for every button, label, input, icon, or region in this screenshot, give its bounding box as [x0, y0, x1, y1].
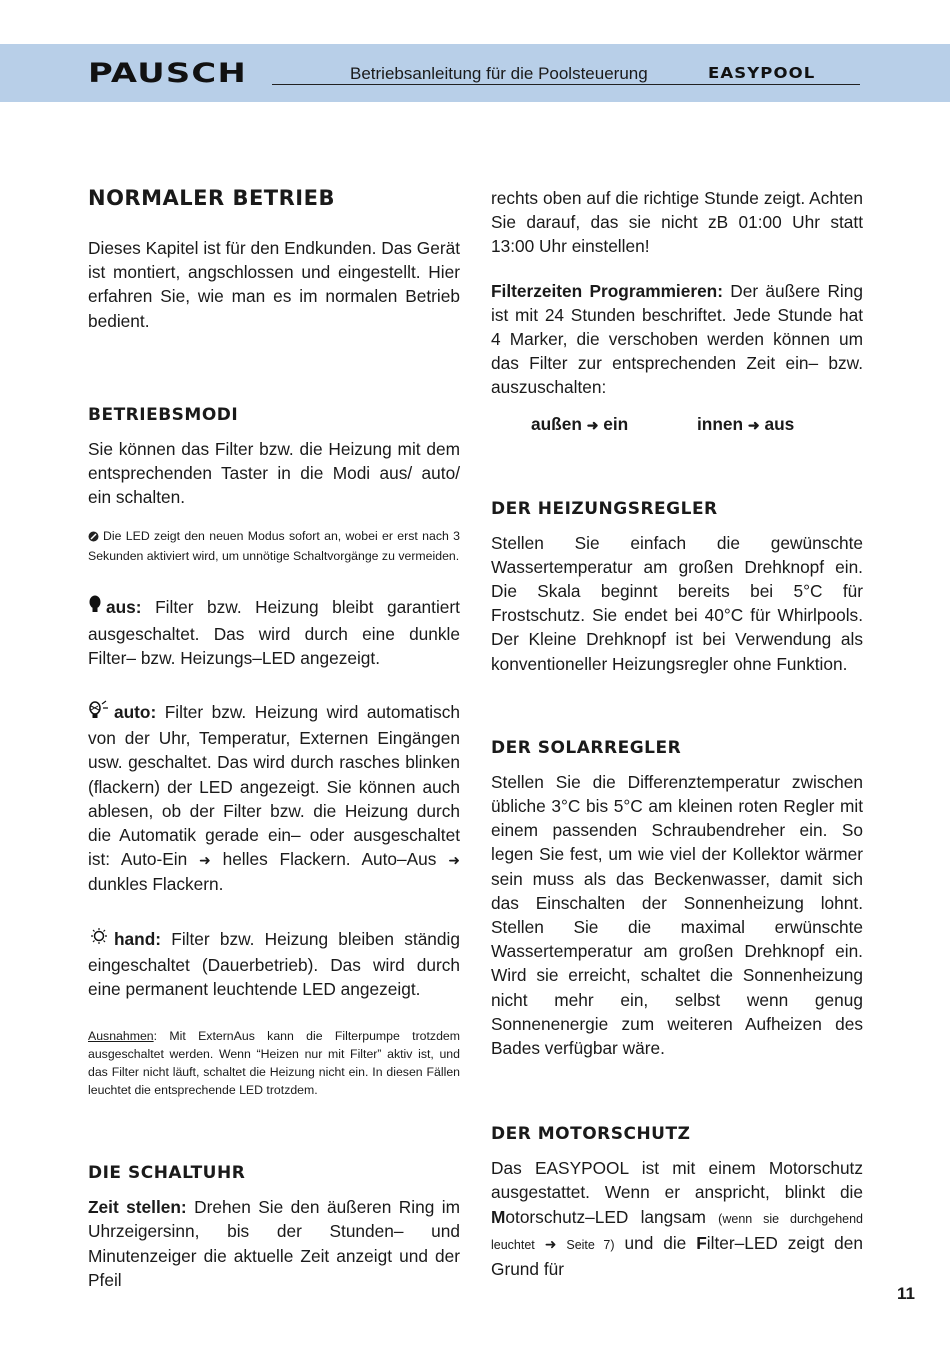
motor-paragraph — [491, 1156, 863, 1281]
led-note — [88, 527, 460, 565]
section-title-schaltuhr: DIE SCHALTUHR — [88, 1163, 246, 1184]
left-column — [88, 186, 460, 1292]
right-column — [491, 186, 863, 1281]
motor-text-4: ilter–LED zeigt den Grund für — [491, 1232, 863, 1280]
section-title-modi: BETRIEBSMODI — [88, 404, 239, 425]
motor-text-2: otorschutz–LED langsam — [505, 1206, 706, 1227]
bulb-flicker-icon — [88, 700, 110, 726]
motor-m: M — [491, 1206, 506, 1227]
filter-label: Filterzeiten Programmieren: — [491, 280, 723, 301]
header-product-name: EASYPOOL — [708, 64, 816, 82]
modi-paragraph: Sie können das Filter bzw. die Heizung mit dem entsprechenden Taster in die Modi aus/ auto/ ein schalten. — [88, 438, 460, 508]
rule-inner-value: aus — [764, 413, 795, 434]
section-title-normal: NORMALER BETRIEB — [88, 186, 335, 210]
motor-text-1: Das EASYPOOL ist mit einem Motorschutz ausgestattet. Wenn er anspricht, blinkt die — [491, 1158, 863, 1203]
filter-text: Der äußere Ring ist mit 24 Stunden beschriftet. Jede Stunde hat 4 Marker, die verschoben werden können um das Filter zur entsprechenden Zeit ein– bzw. auszuschalten: — [491, 280, 863, 398]
section-title-solar: DER SOLARREGLER — [491, 737, 682, 758]
filter-paragraph — [491, 279, 863, 400]
rule-inner — [697, 414, 863, 435]
heizung-paragraph: Stellen Sie einfach die gewünschte Wassertemperatur am großen Drehknopf ein. Die Skala beginnt bereits bei 5°C für Frostschutz. Sie endet bei 40°C für Whirlpools. Der Kleine Drehknopf ist bei Verwendung als konventioneller Heizungsregler ohne Funktion. — [491, 532, 863, 674]
brand-logo: PAUSCH — [88, 58, 247, 89]
ausnahmen-text: : Mit ExternAus kann die Filterpumpe trotzdem ausgeschaltet werden. Wenn “Heizen nur mit Filter” aktiv ist, und das Filter nicht läuft, schaltet die Heizung nicht ein. In diesen Fällen leuchtet die entsprechende LED trotzdem. — [88, 1029, 460, 1098]
motor-f: F — [696, 1232, 707, 1253]
hand-label: hand: — [114, 928, 162, 949]
aus-label: aus: — [106, 597, 142, 618]
normal-paragraph: Dieses Kapitel ist für den Endkunden. Das Gerät ist montiert, angschlossen und eingestellt. Hier erfahren Sie, wie man es im normalen Betrieb bedient. — [88, 238, 460, 331]
auto-off-prefix: Auto–Aus — [361, 849, 437, 870]
section-title-heizung: DER HEIZUNGSREGLER — [491, 498, 718, 519]
auto-label: auto: — [114, 702, 157, 723]
page-header — [0, 44, 950, 102]
header-rule — [272, 84, 860, 85]
auto-on-text: helles Flackern. — [222, 849, 351, 870]
aus-paragraph — [88, 595, 460, 670]
arrow-icon: ➜ — [448, 852, 460, 869]
auto-text: Filter bzw. Heizung wird automatisch von der Uhr, Temperatur, Externen Eingängen usw. geschaltet. Das wird durch rasches blinken (flackern) der LED angezeigt. Sie können auch ablesen, ob der Filter bzw. die Heizung durch die Automatik gerade ein– oder ausgeschaltet ist: Auto-Ein — [88, 702, 460, 870]
rule-outer-value: ein — [603, 413, 629, 434]
rule-inner-label: innen — [697, 413, 744, 434]
rule-outer-label: außen — [531, 413, 582, 434]
zeit-paragraph — [88, 1195, 460, 1292]
note-icon — [88, 529, 99, 547]
marker-rules — [491, 414, 863, 435]
zeit-text: Drehen Sie den äußeren Ring im Uhrzeigersinn, bis der Stunden– und Minutenzeiger die aktuelle Zeit anzeigt und der Pfeil — [88, 1197, 460, 1290]
arrow-icon: ➜ — [544, 1235, 557, 1252]
led-note-text: Die LED zeigt den neuen Modus sofort an, wobei er erst nach 3 Sekunden aktiviert wird, um unnötige Schaltvorgänge zu vermeiden. — [88, 529, 460, 564]
bulb-off-icon — [88, 595, 102, 621]
aus-text: Filter bzw. Heizung bleibt garantiert ausgeschaltet. Das wird durch eine dunkle Filter– bzw. Heizungs–LED angezeigt. — [88, 597, 460, 668]
cont-paragraph: rechts oben auf die richtige Stunde zeigt. Achten Sie darauf, das sie nicht zB 01:00 Uhr statt 13:00 Uhr einstellen! — [491, 188, 863, 257]
zeit-label: Zeit stellen: — [88, 1197, 187, 1218]
hand-paragraph — [88, 927, 460, 1002]
auto-paragraph — [88, 700, 460, 897]
auto-off-text: dunkles Flackern. — [88, 874, 224, 895]
bulb-on-icon — [88, 927, 110, 953]
ausnahmen-note — [88, 1027, 460, 1099]
solar-paragraph: Stellen Sie die Differenztemperatur zwischen übliche 3°C bis 5°C am kleinen roten Regler mit einem passenden Schraubendreher ein. So legen Sie fest, um wie viel der Kollektor wärmer sein muss als das Beckenwasser, damit sich das Einschalten der Sonnenheizung lohnt. Stellen Sie die maximal erwünschte Wassertemperatur am großen Drehknopf ein. Wird sie erreicht, schaltet die Sonnenheizung nicht mehr ein, selbst wenn genug Sonnenenergie zum weiteren Aufheizen des Bades verfügbar wäre. — [491, 771, 863, 1059]
motor-small-2: Seite 7) — [566, 1237, 615, 1252]
arrow-icon: ➜ — [586, 416, 599, 433]
motor-text-3: und die — [624, 1232, 687, 1253]
motor-small-1: (wenn sie durchgehend leuchtet — [491, 1211, 863, 1252]
header-subtitle: Betriebsanleitung für die Poolsteuerung — [350, 64, 648, 83]
rule-outer — [531, 414, 697, 435]
ausnahmen-label: Ausnahmen — [88, 1029, 154, 1044]
section-title-motor: DER MOTORSCHUTZ — [491, 1124, 691, 1145]
arrow-icon: ➜ — [747, 416, 760, 433]
arrow-icon: ➜ — [199, 852, 211, 869]
hand-text: Filter bzw. Heizung bleiben ständig eingeschaltet (Dauerbetrieb). Das wird durch eine permanent leuchtende LED angezeigt. — [88, 928, 460, 1000]
page-number: 11 — [897, 1284, 915, 1303]
